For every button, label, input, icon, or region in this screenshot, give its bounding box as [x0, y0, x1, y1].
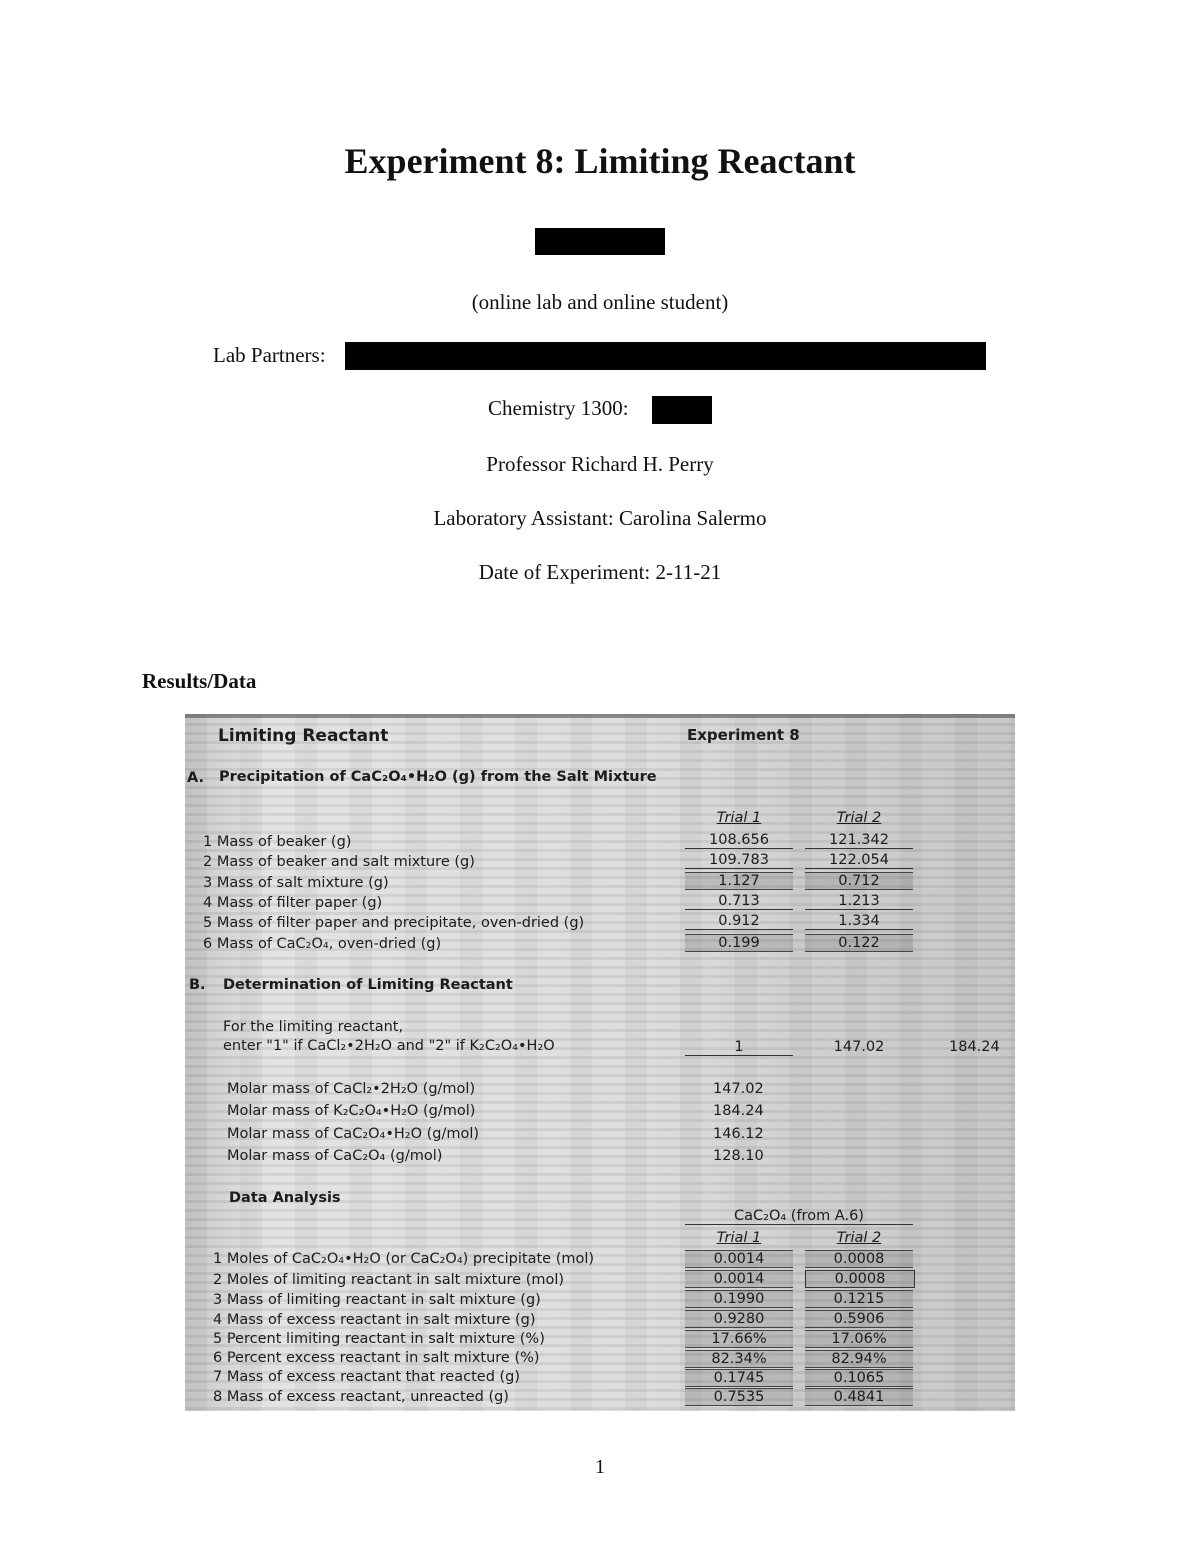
- molar-mass-value: 184.24: [713, 1103, 764, 1119]
- analysis-row-trial2: 82.94%: [805, 1350, 913, 1368]
- part-b-letter: B.: [189, 977, 206, 993]
- molar-mass-value: 128.10: [713, 1148, 764, 1164]
- analysis-row-label: 8 Mass of excess reactant, unreacted (g): [213, 1389, 509, 1405]
- part-a-row-trial2: 122.054: [805, 852, 913, 869]
- part-b-title: Determination of Limiting Reactant: [223, 977, 513, 993]
- worksheet-photo: [185, 714, 1015, 1411]
- analysis-row-trial2: 0.0008: [805, 1270, 915, 1288]
- date-line: Date of Experiment: 2-11-21: [478, 560, 722, 584]
- analysis-trial2-header: Trial 2: [836, 1230, 882, 1246]
- lab-partners-label: Lab Partners:: [213, 343, 326, 367]
- page-number: 1: [595, 1456, 605, 1478]
- part-a-row-trial2: 0.712: [805, 872, 913, 890]
- part-a-row-trial1: 0.199: [685, 934, 793, 952]
- part-a-row-trial1: 108.656: [685, 832, 793, 849]
- worksheet-experiment-label: Experiment 8: [687, 726, 800, 744]
- part-a-row-trial1: 0.912: [685, 913, 793, 930]
- part-a-row-trial2: 1.334: [805, 913, 913, 930]
- redacted-author-name: [535, 228, 665, 255]
- professor-line: Professor Richard H. Perry: [486, 452, 714, 476]
- results-section-heading: Results/Data: [142, 669, 257, 693]
- analysis-row-trial2: 0.4841: [805, 1388, 913, 1406]
- limiting-reactant-answer: 1: [685, 1039, 793, 1056]
- analysis-row-trial2: 0.0008: [805, 1250, 913, 1268]
- part-a-letter: A.: [187, 770, 204, 786]
- redacted-lab-partners: [345, 342, 986, 370]
- analysis-row-label: 3 Mass of limiting reactant in salt mixture (g): [213, 1292, 541, 1308]
- analysis-row-label: 1 Moles of CaC₂O₄•H₂O (or CaC₂O₄) precipitate (mol): [213, 1251, 595, 1267]
- part-a-row-label: 2 Mass of beaker and salt mixture (g): [203, 854, 475, 870]
- part-a-title: Precipitation of CaC₂O₄•H₂O (g) from the Salt Mixture: [219, 769, 657, 785]
- part-b-prompt-line2: enter "1" if CaCl₂•2H₂O and "2" if K₂C₂O₄•H₂O: [223, 1038, 555, 1054]
- photo-edge: [185, 714, 1015, 718]
- analysis-row-trial2: 17.06%: [805, 1330, 913, 1348]
- part-a-row-label: 3 Mass of salt mixture (g): [203, 875, 389, 891]
- part-b-extra-value-1: 147.02: [833, 1039, 885, 1055]
- data-analysis-title: Data Analysis: [229, 1190, 341, 1206]
- analysis-row-trial1: 0.0014: [685, 1250, 793, 1268]
- part-a-row-trial2: 1.213: [805, 893, 913, 910]
- analysis-row-trial2: 0.1065: [805, 1369, 913, 1387]
- worksheet-heading: Limiting Reactant: [218, 726, 389, 746]
- part-a-row-trial1: 0.713: [685, 893, 793, 910]
- analysis-row-trial1: 0.0014: [685, 1270, 793, 1288]
- part-a-row-trial1: 109.783: [685, 852, 793, 869]
- part-a-row-label: 4 Mass of filter paper (g): [203, 895, 383, 911]
- analysis-row-trial1: 0.1990: [685, 1290, 793, 1308]
- assistant-line: Laboratory Assistant: Carolina Salermo: [433, 506, 767, 530]
- analysis-group-header: CaC₂O₄ (from A.6): [685, 1208, 913, 1225]
- analysis-row-trial2: 0.1215: [805, 1290, 913, 1308]
- part-b-prompt-line1: For the limiting reactant,: [223, 1019, 404, 1035]
- analysis-row-label: 4 Mass of excess reactant in salt mixture (g): [213, 1312, 536, 1328]
- analysis-row-label: 5 Percent limiting reactant in salt mixture (%): [213, 1331, 545, 1347]
- part-a-row-label: 5 Mass of filter paper and precipitate, oven-dried (g): [203, 915, 585, 931]
- analysis-row-label: 2 Moles of limiting reactant in salt mixture (mol): [213, 1272, 565, 1288]
- analysis-row-label: 7 Mass of excess reactant that reacted (g): [213, 1369, 521, 1385]
- molar-mass-value: 146.12: [713, 1126, 764, 1142]
- molar-mass-label: Molar mass of CaC₂O₄ (g/mol): [227, 1148, 443, 1164]
- part-a-row-label: 6 Mass of CaC₂O₄, oven-dried (g): [203, 936, 442, 952]
- molar-mass-label: Molar mass of CaC₂O₄•H₂O (g/mol): [227, 1126, 480, 1142]
- molar-mass-label: Molar mass of CaCl₂•2H₂O (g/mol): [227, 1081, 476, 1097]
- analysis-row-trial1: 17.66%: [685, 1330, 793, 1348]
- molar-mass-label: Molar mass of K₂C₂O₄•H₂O (g/mol): [227, 1103, 476, 1119]
- part-a-trial1-header: Trial 1: [716, 810, 762, 826]
- course-label: Chemistry 1300:: [488, 396, 629, 420]
- analysis-row-trial1: 0.9280: [685, 1310, 793, 1328]
- part-a-trial2-header: Trial 2: [836, 810, 882, 826]
- document-title: Experiment 8: Limiting Reactant: [344, 141, 856, 181]
- analysis-row-trial1: 0.1745: [685, 1369, 793, 1387]
- molar-mass-value: 147.02: [713, 1081, 764, 1097]
- part-a-row-trial1: 1.127: [685, 872, 793, 890]
- analysis-row-label: 6 Percent excess reactant in salt mixture (%): [213, 1350, 540, 1366]
- analysis-row-trial1: 82.34%: [685, 1350, 793, 1368]
- part-a-row-trial2: 0.122: [805, 934, 913, 952]
- part-b-extra-value-2: 184.24: [949, 1039, 1000, 1055]
- analysis-row-trial1: 0.7535: [685, 1388, 793, 1406]
- analysis-row-trial2: 0.5906: [805, 1310, 913, 1328]
- document-subtitle: (online lab and online student): [471, 290, 729, 314]
- redacted-course-section: [652, 396, 712, 424]
- part-a-row-label: 1 Mass of beaker (g): [203, 834, 352, 850]
- analysis-trial1-header: Trial 1: [716, 1230, 762, 1246]
- part-a-row-trial2: 121.342: [805, 832, 913, 849]
